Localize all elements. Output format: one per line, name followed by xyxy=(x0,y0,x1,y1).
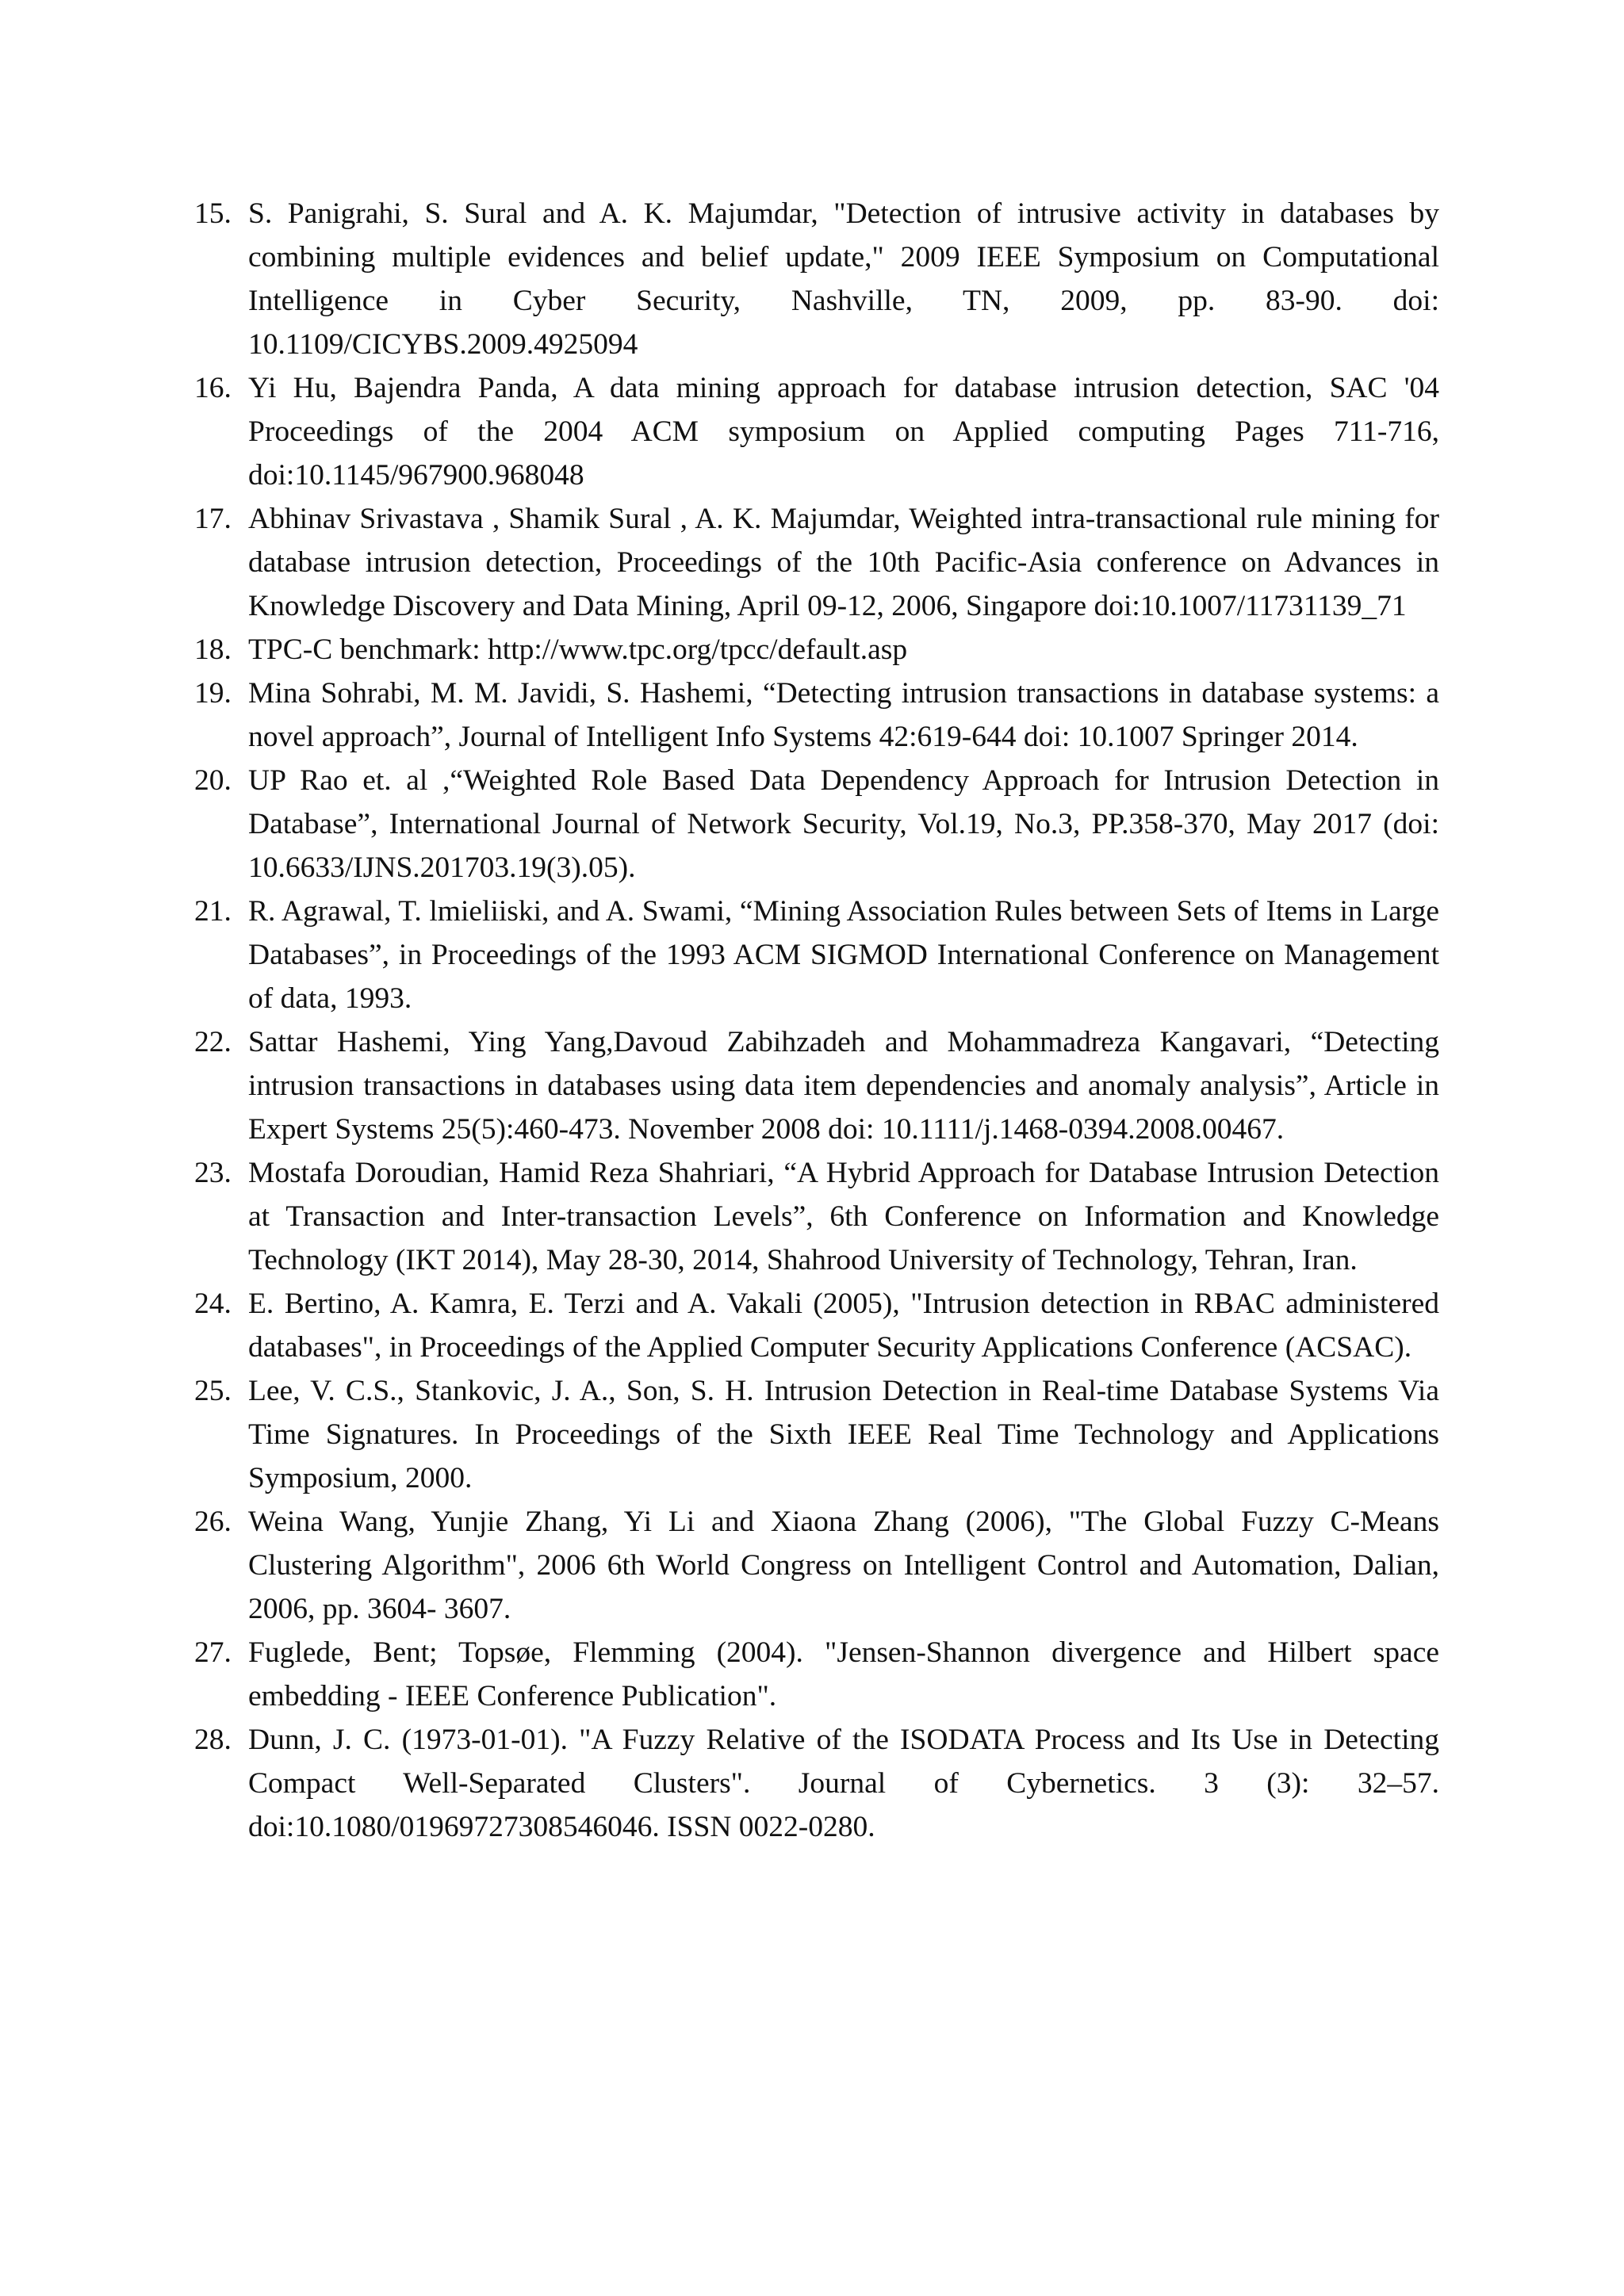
reference-text: Weina Wang, Yunjie Zhang, Yi Li and Xiaona Zhang (2006), "The Global Fuzzy C-Means Clustering Algorithm", 2006 6th World Congress on Intelligent Control and Automation, Dalian, 2006, pp. 3604- 3607. xyxy=(248,1506,1439,1625)
reference-item xyxy=(194,1631,1439,1718)
reference-text: Lee, V. C.S., Stankovic, J. A., Son, S. H. Intrusion Detection in Real-time Database Systems Via Time Signatures. In Proceedings of the Sixth IEEE Real Time Technology and Applications Symposium, 2000. xyxy=(248,1375,1439,1494)
reference-text: TPC-C benchmark: http://www.tpc.org/tpcc/default.asp xyxy=(248,633,908,666)
reference-text: Sattar Hashemi, Ying Yang,Davoud Zabihzadeh and Mohammadreza Kangavari, “Detecting intrusion transactions in databases using data item dependencies and anomaly analysis”, Article in Expert Systems 25(5):460-473. November 2008 doi: 10.1111/j.1468-0394.2008.00467. xyxy=(248,1026,1439,1146)
reference-number: 26. xyxy=(194,1506,232,1538)
reference-item xyxy=(194,1718,1439,1849)
reference-text: Mina Sohrabi, M. M. Javidi, S. Hashemi, “Detecting intrusion transactions in database systems: a novel approach”, Journal of Intelligent Info Systems 42:619-644 doi: 10.1007 Springer 2014. xyxy=(248,677,1439,753)
reference-number: 18. xyxy=(194,633,232,666)
reference-number: 17. xyxy=(194,503,232,535)
reference-number: 16. xyxy=(194,372,232,404)
reference-item xyxy=(194,890,1439,1020)
reference-number: 22. xyxy=(194,1026,232,1058)
reference-text: UP Rao et. al ,“Weighted Role Based Data Dependency Approach for Intrusion Detection in Database”, International Journal of Network Security, Vol.19, No.3, PP.358-370, May 2017 (doi: 10.6633/IJNS.201703.19(3).05). xyxy=(248,764,1439,884)
reference-item xyxy=(194,366,1439,497)
reference-number: 28. xyxy=(194,1724,232,1756)
reference-item xyxy=(194,628,1439,672)
reference-list xyxy=(194,192,1439,1849)
reference-number: 21. xyxy=(194,895,232,928)
reference-text: R. Agrawal, T. lmieliiski, and A. Swami, “Mining Association Rules between Sets of Items in Large Databases”, in Proceedings of the 1993 ACM SIGMOD International Conference on Management of data, 1993. xyxy=(248,895,1439,1015)
reference-text: S. Panigrahi, S. Sural and A. K. Majumdar, "Detection of intrusive activity in databases by combining multiple evidences and belief update," 2009 IEEE Symposium on Computational Intelligence in Cyber Security, Nashville, TN, 2009, pp. 83-90. doi: 10.1109/CICYBS.2009.4925094 xyxy=(248,197,1439,361)
reference-item xyxy=(194,1282,1439,1369)
reference-text: Fuglede, Bent; Topsøe, Flemming (2004). "Jensen-Shannon divergence and Hilbert space embedding - IEEE Conference Publication". xyxy=(248,1636,1439,1712)
reference-text: Mostafa Doroudian, Hamid Reza Shahriari, “A Hybrid Approach for Database Intrusion Detection at Transaction and Inter-transaction Levels”, 6th Conference on Information and Knowledge Technology (IKT 2014), May 28-30, 2014, Shahrood University of Technology, Tehran, Iran. xyxy=(248,1157,1439,1276)
reference-item xyxy=(194,759,1439,890)
reference-item xyxy=(194,1020,1439,1151)
reference-item xyxy=(194,192,1439,366)
reference-number: 15. xyxy=(194,197,232,230)
reference-text: E. Bertino, A. Kamra, E. Terzi and A. Vakali (2005), "Intrusion detection in RBAC administered databases", in Proceedings of the Applied Computer Security Applications Conference (ACSAC). xyxy=(248,1288,1439,1364)
reference-item xyxy=(194,1369,1439,1500)
reference-number: 19. xyxy=(194,677,232,710)
reference-number: 20. xyxy=(194,764,232,797)
reference-number: 24. xyxy=(194,1288,232,1320)
reference-number: 27. xyxy=(194,1636,232,1669)
reference-item xyxy=(194,1500,1439,1631)
reference-text: Dunn, J. C. (1973-01-01). "A Fuzzy Relative of the ISODATA Process and Its Use in Detecting Compact Well-Separated Clusters". Journal of Cybernetics. 3 (3): 32–57. doi:10.1080/01969727308546046. ISSN 0022-0280. xyxy=(248,1724,1439,1843)
reference-number: 25. xyxy=(194,1375,232,1407)
reference-item xyxy=(194,497,1439,628)
reference-text: Abhinav Srivastava , Shamik Sural , A. K. Majumdar, Weighted intra-transactional rule mining for database intrusion detection, Proceedings of the 10th Pacific-Asia conference on Advances in Knowledge Discovery and Data Mining, April 09-12, 2006, Singapore doi:10.1007/11731139_71 xyxy=(248,503,1439,622)
reference-item xyxy=(194,672,1439,759)
reference-number: 23. xyxy=(194,1157,232,1189)
reference-item xyxy=(194,1151,1439,1282)
reference-text: Yi Hu, Bajendra Panda, A data mining approach for database intrusion detection, SAC '04 Proceedings of the 2004 ACM symposium on Applied computing Pages 711-716, doi:10.1145/967900.968048 xyxy=(248,372,1439,492)
